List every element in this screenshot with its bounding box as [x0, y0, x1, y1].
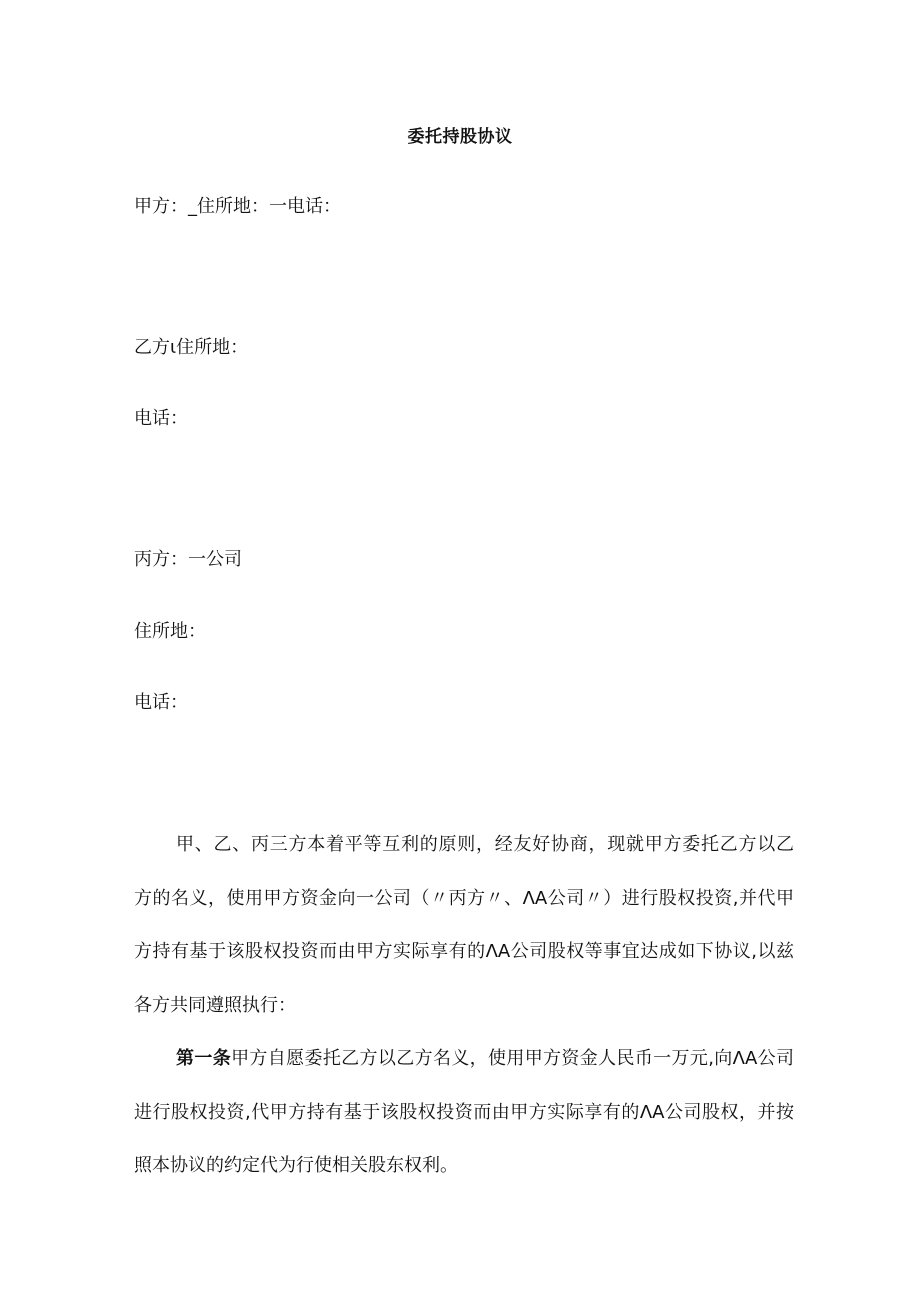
- party-b-phone: 电话：: [134, 408, 188, 429]
- party-c-phone: 电话：: [134, 692, 188, 713]
- article-1-heading: 第一条: [176, 1048, 232, 1069]
- party-a-line: 甲方：_住所地：一电话：: [134, 196, 341, 217]
- document-title: 委托持股协议: [407, 127, 513, 147]
- preamble-paragraph: [134, 818, 794, 1032]
- article-1-text: 甲方自愿委托乙方以乙方名义，使用甲方资金人民币一万元,向ΛA公司: [231, 1048, 794, 1069]
- preamble-line: 各方共同遵照执行：: [134, 994, 296, 1016]
- article-line: [134, 1032, 794, 1086]
- article-line: 照本协议的约定代为行使相关股东权利。: [134, 1155, 458, 1176]
- preamble-line: 方持有基于该股权投资而由甲方实际享有的ΛA公司股权等事宜达成如下协议,以兹: [134, 941, 794, 962]
- preamble-line: 方的名义，使用甲方资金向一公司（〃丙方〃、ΛA公司〃）进行股权投资,并代甲: [134, 887, 794, 909]
- party-c-name: 丙方：一公司: [134, 549, 242, 570]
- party-c-address: 住所地：: [134, 621, 206, 642]
- article-line: 进行股权投资,代甲方持有基于该股权投资而由甲方实际享有的ΛA公司股权，并按: [134, 1101, 794, 1123]
- party-b-address: 乙方ι住所地：: [134, 337, 249, 358]
- preamble-line: 甲、乙、丙三方本着平等互利的原则，经友好协商，现就甲方委托乙方以乙: [176, 834, 794, 855]
- article-1-paragraph: [134, 1032, 794, 1193]
